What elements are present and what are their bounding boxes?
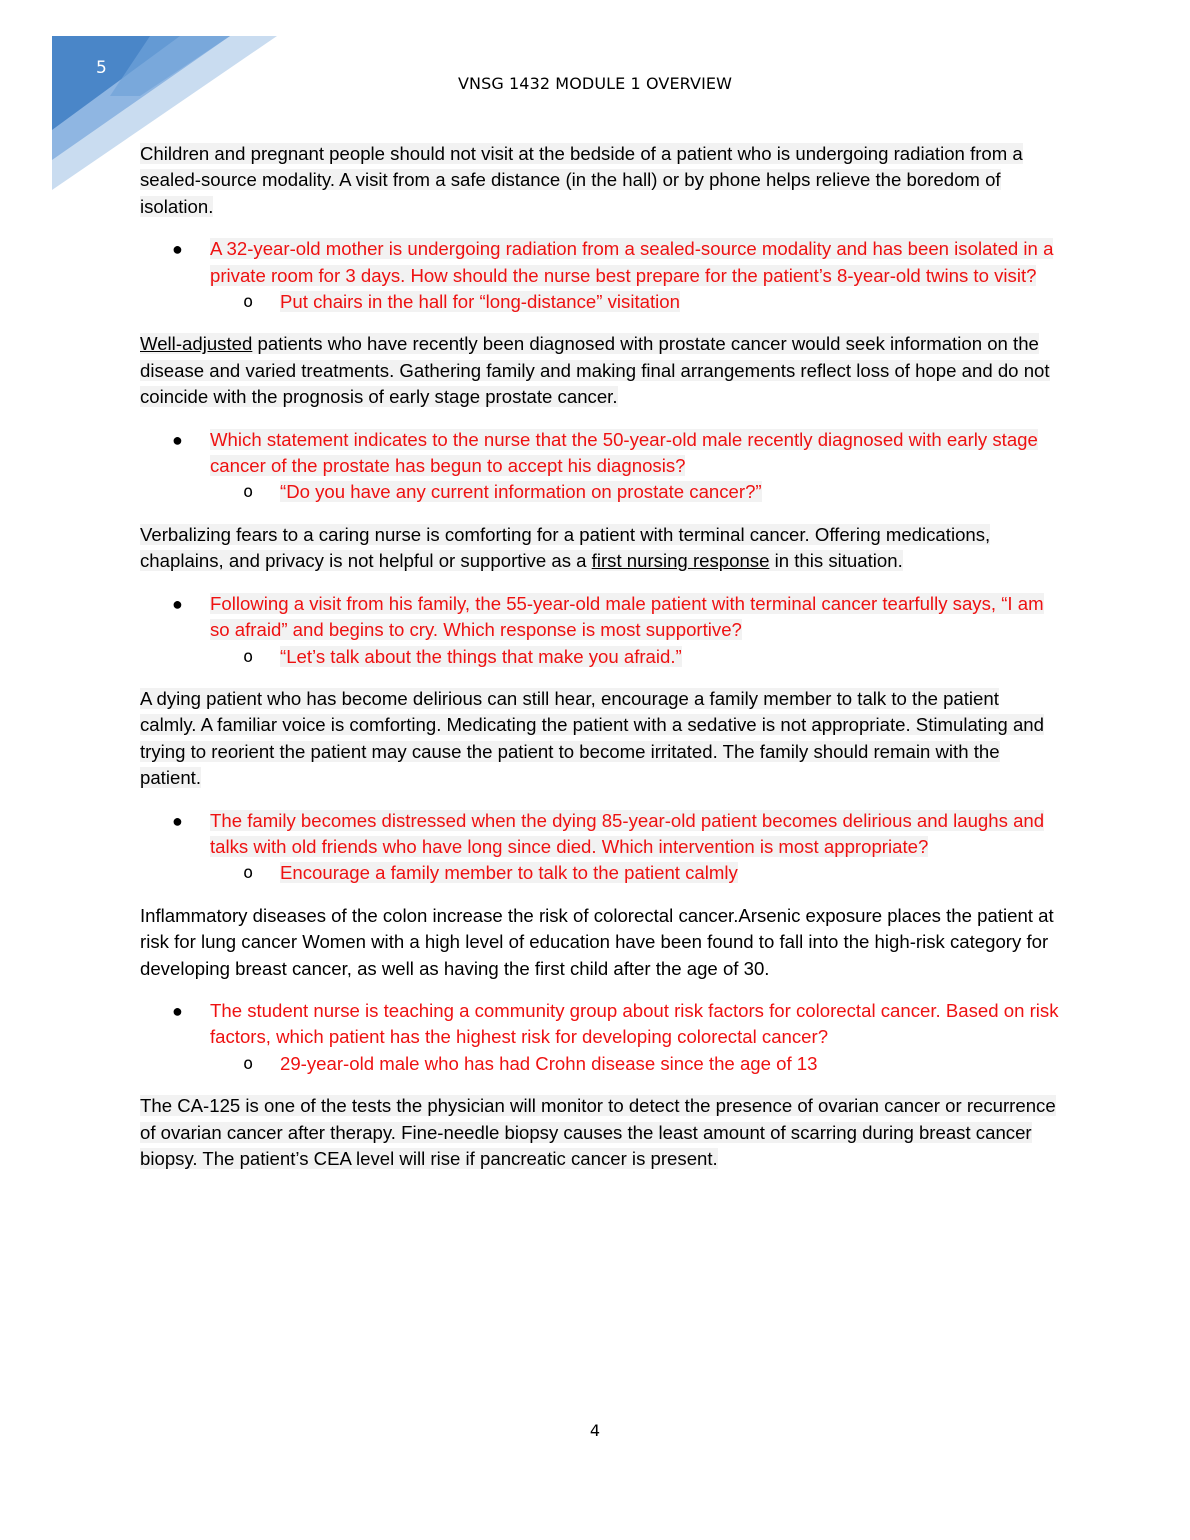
question-text: A 32-year-old mother is undergoing radiation from a sealed-source modality and has been isolated in a private room for 3 days. How should the nurse best prepare for the patient’s 8-year-old twins to visit? bbox=[210, 238, 1054, 286]
answer-item bbox=[140, 860, 1060, 886]
paragraph bbox=[140, 141, 1060, 220]
footer-page-number: 4 bbox=[589, 1421, 601, 1440]
bullet-icon: ● bbox=[172, 429, 183, 450]
answer-text: Encourage a family member to talk to the patient calmly bbox=[280, 862, 738, 884]
circle-bullet-icon: o bbox=[243, 863, 254, 884]
circle-bullet-icon: o bbox=[243, 292, 254, 313]
question-item bbox=[140, 808, 1060, 861]
header-title: VNSG 1432 MODULE 1 OVERVIEW bbox=[457, 74, 733, 93]
question-text: The student nurse is teaching a community group about risk factors for colorectal cancer. Based on risk factors, which patient has the highest risk for developing colorectal cancer? bbox=[210, 999, 1059, 1048]
paragraph-text: patients who have recently been diagnosed with prostate cancer would seek information on the disease and varied treatments. Gathering family and making final arrangements reflect loss of hope and do not coincide with the prognosis of early stage prostate cancer. bbox=[140, 333, 1050, 408]
paragraph bbox=[140, 331, 1060, 410]
paragraph-text: in this situation. bbox=[769, 550, 903, 572]
bullet-icon: ● bbox=[172, 239, 183, 260]
question-text: Following a visit from his family, the 55-year-old male patient with terminal cancer tearfully says, “I am so afraid” and begins to cry. Which response is most supportive? bbox=[210, 592, 1044, 641]
paragraph-text: A dying patient who has become delirious can still hear, encourage a family member to talk to the patient calmly. A familiar voice is comforting. Medicating the patient with a sedative is not appropriate. Stimulating and trying to reorient the patient may cause the patient to become irritated. The family should remain with the patient. bbox=[140, 687, 1044, 789]
paragraph-text: Children and pregnant people should not visit at the bedside of a patient who is undergoing radiation from a sealed-source modality. A visit from a safe distance (in the hall) or by phone helps relieve the boredom of isolation. bbox=[140, 143, 1023, 217]
underlined-phrase: Well-adjusted bbox=[140, 333, 253, 355]
answer-item bbox=[140, 479, 1060, 505]
answer-text: Put chairs in the hall for “long-distance” visitation bbox=[280, 291, 680, 313]
bullet-icon: ● bbox=[172, 810, 183, 831]
circle-bullet-icon: o bbox=[243, 482, 254, 503]
question-text: The family becomes distressed when the dying 85-year-old patient becomes delirious and laughs and talks with old friends who have long since died. Which intervention is most appropriate? bbox=[210, 809, 1045, 857]
question-item bbox=[140, 591, 1060, 644]
bullet-icon: ● bbox=[172, 1000, 183, 1021]
paragraph-text: Verbalizing fears to a caring nurse is comforting for a patient with terminal cancer. Offering medications, chaplains, and privacy is not helpful or supportive as a bbox=[140, 523, 991, 572]
answer-item bbox=[140, 644, 1060, 670]
circle-bullet-icon: o bbox=[243, 646, 254, 667]
answer-text: 29-year-old male who has had Crohn disease since the age of 13 bbox=[280, 1052, 818, 1074]
paragraph-text: The CA-125 is one of the tests the physician will monitor to detect the presence of ovarian cancer or recurrence of ovarian cancer after therapy. Fine-needle biopsy causes the least amount of scarring during breast cancer biopsy. The patient’s CEA level will rise if pancreatic cancer is present. bbox=[140, 1095, 1056, 1169]
underlined-phrase: first nursing response bbox=[591, 550, 770, 572]
question-item bbox=[140, 236, 1060, 289]
paragraph bbox=[140, 1093, 1060, 1172]
header-page-badge: 5 bbox=[96, 58, 107, 78]
question-text: Which statement indicates to the nurse that the 50-year-old male recently diagnosed with early stage cancer of the prostate has begun to accept his diagnosis? bbox=[210, 428, 1038, 477]
paragraph-text: Inflammatory diseases of the colon increase the risk of colorectal cancer.Arsenic exposure places the patient at risk for lung cancer Women with a high level of education have been found to fall into the high-risk category for developing breast cancer, as well as having the first child after the age of 30. bbox=[140, 904, 1054, 979]
paragraph bbox=[140, 522, 1060, 575]
paragraph bbox=[140, 903, 1060, 982]
bullet-icon: ● bbox=[172, 593, 183, 614]
answer-text: “Let’s talk about the things that make you afraid.” bbox=[280, 645, 682, 667]
question-item bbox=[140, 998, 1060, 1051]
answer-text: “Do you have any current information on prostate cancer?” bbox=[280, 481, 762, 503]
circle-bullet-icon: o bbox=[243, 1053, 254, 1074]
paragraph bbox=[140, 686, 1060, 792]
answer-item bbox=[140, 1051, 1060, 1077]
answer-item bbox=[140, 289, 1060, 315]
question-item bbox=[140, 427, 1060, 480]
document-body bbox=[140, 141, 1060, 1188]
